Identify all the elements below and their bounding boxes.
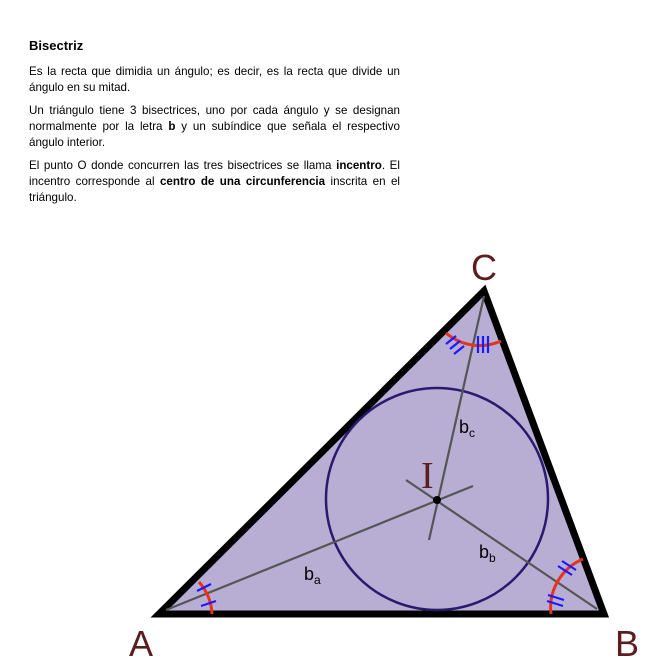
incenter-point [433, 496, 441, 504]
vertex-label-a: A [129, 623, 154, 664]
incenter-text-1: El punto O donde concurren las tres bisectrices se llama [29, 159, 337, 172]
notation-letter: b [168, 120, 176, 133]
bisector-label-a: $b_a$ [304, 564, 321, 587]
incenter-label: I [421, 455, 434, 497]
page-title: Bisectriz [29, 38, 84, 53]
bisector-label-c: $b_c$ [459, 417, 476, 440]
bisector-label-b: $b_b$ [479, 542, 496, 565]
incenter-term: incentro [336, 159, 382, 172]
incenter-text-3: inscrita en el triángulo. [29, 175, 400, 204]
notation-text-1: Un triángulo tiene 3 bisectrices, uno por cada ángulo y se designan normalmente por la letra [29, 104, 400, 133]
vertex-label-c: C [471, 247, 497, 288]
notation-text-2: y un subíndice que señala el respectivo ángulo interior. [29, 120, 400, 149]
paragraph-definition: Es la recta que dimidia un ángulo; es decir, es la recta que divide un ángulo en su mitad. [29, 65, 400, 94]
vertex-label-b: B [615, 623, 640, 664]
incenter-text-2: . El incentro corresponde al [29, 159, 400, 188]
incircle-term: centro de una circunferencia [159, 175, 326, 188]
